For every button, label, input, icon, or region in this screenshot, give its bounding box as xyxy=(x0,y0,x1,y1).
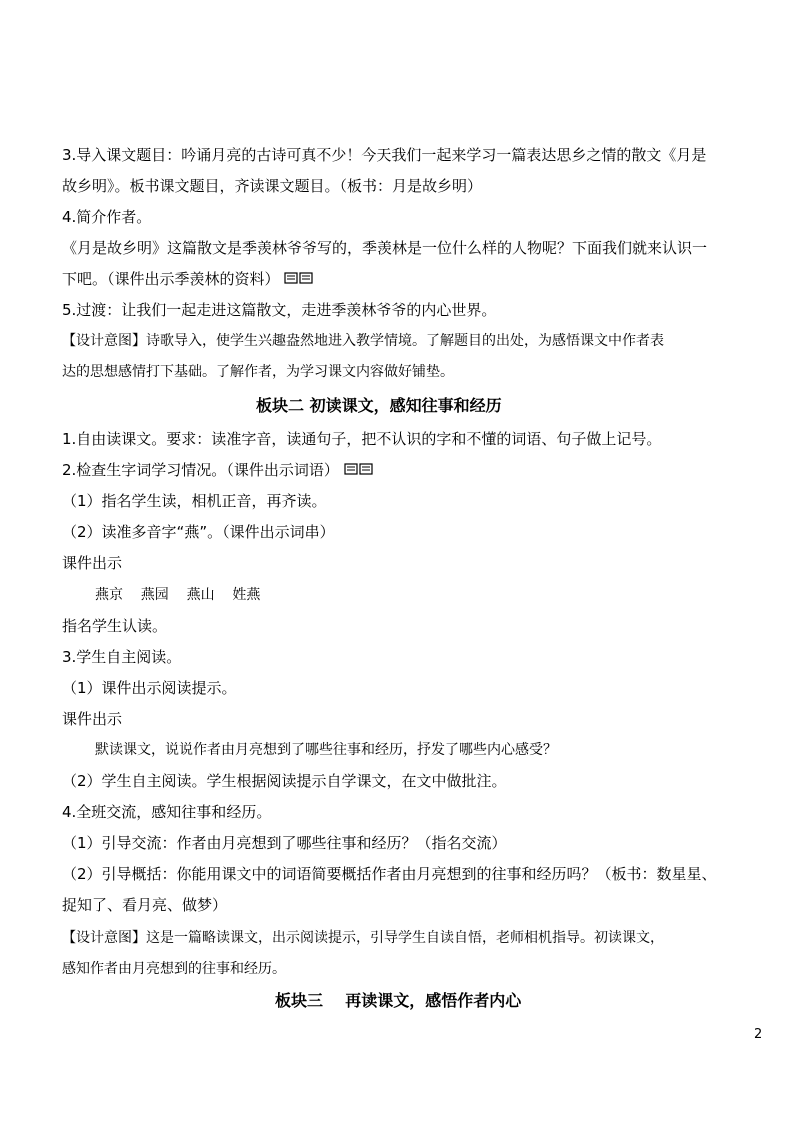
word-list: 燕京 燕园 燕山 姓燕 xyxy=(95,587,261,603)
text-line: 故乡明》。板书课文题目，齐读课文题目。（板书：月是故乡明） xyxy=(62,177,483,195)
text-line: 指名学生认读。 xyxy=(62,617,168,635)
text-line: 4.全班交流，感知往事和经历。 xyxy=(62,803,272,821)
text-line: 4.简介作者。 xyxy=(62,208,152,226)
text-line: （2）引导概括：你能用课文中的词语简要概括作者由月亮想到的往事和经历吗？（板书：数星星、 xyxy=(62,865,717,883)
text-line: 《月是故乡明》这篇散文是季羡林爷爷写的，季羡林是一位什么样的人物呢？下面我们就来认识一 xyxy=(62,239,708,257)
reading-prompt: 默读课文，说说作者由月亮想到了哪些往事和经历，抒发了哪些内心感受？ xyxy=(95,742,557,758)
text-line: 课件出示 xyxy=(62,710,123,728)
text-line: 3.导入课文题目：吟诵月亮的古诗可真不少！今天我们一起来学习一篇表达思乡之情的散文《月是 xyxy=(62,146,707,164)
text-line: （1）指名学生读，相机正音，再齐读。 xyxy=(62,492,327,510)
text-line: （2）读准多音字“燕”。（课件出示词串） xyxy=(62,523,335,541)
text-line: 3.学生自主阅读。 xyxy=(62,648,182,666)
text-line: （1）课件出示阅读提示。 xyxy=(62,679,237,697)
text-line-content: 2.检查生字词学习情况。（课件出示词语） xyxy=(62,461,339,479)
design-intent-line: 感知作者由月亮想到的往事和经历。 xyxy=(62,961,286,977)
text-line: 捉知了、看月亮、做梦） xyxy=(62,896,228,914)
text-line: 课件出示 xyxy=(62,554,123,572)
text-line: 1.自由读课文。要求：读准字音，读通句子，把不认识的字和不懂的词语、句子做上记号。 xyxy=(62,430,662,448)
media-icon xyxy=(344,461,374,481)
text-line xyxy=(62,269,314,290)
page-number: 2 xyxy=(754,1027,763,1042)
text-line: 5.过渡：让我们一起走进这篇散文，走进季羡林爷爷的内心世界。 xyxy=(62,301,497,319)
media-icon xyxy=(284,270,314,290)
text-line: （2）学生自主阅读。学生根据阅读提示自学课文，在文中做批注。 xyxy=(62,772,507,790)
design-intent-line: 【设计意图】诗歌导入，使学生兴趣盎然地进入教学情境。了解题目的出处，为感悟课文中作者表 xyxy=(62,333,664,349)
section-heading: 板块三 再读课文，感悟作者内心 xyxy=(275,991,522,1010)
design-intent-line: 【设计意图】这是一篇略读课文，出示阅读提示，引导学生自读自悟，老师相机指导。初读课文， xyxy=(62,930,664,946)
section-heading: 板块二 初读课文，感知往事和经历 xyxy=(256,396,502,415)
text-line-content: 下吧。（课件出示季羡林的资料） xyxy=(62,270,280,288)
text-line: （1）引导交流：作者由月亮想到了哪些往事和经历？（指名交流） xyxy=(62,834,507,852)
design-intent-line: 达的思想感情打下基础。了解作者，为学习课文内容做好铺垫。 xyxy=(62,364,454,380)
text-line xyxy=(62,460,374,481)
